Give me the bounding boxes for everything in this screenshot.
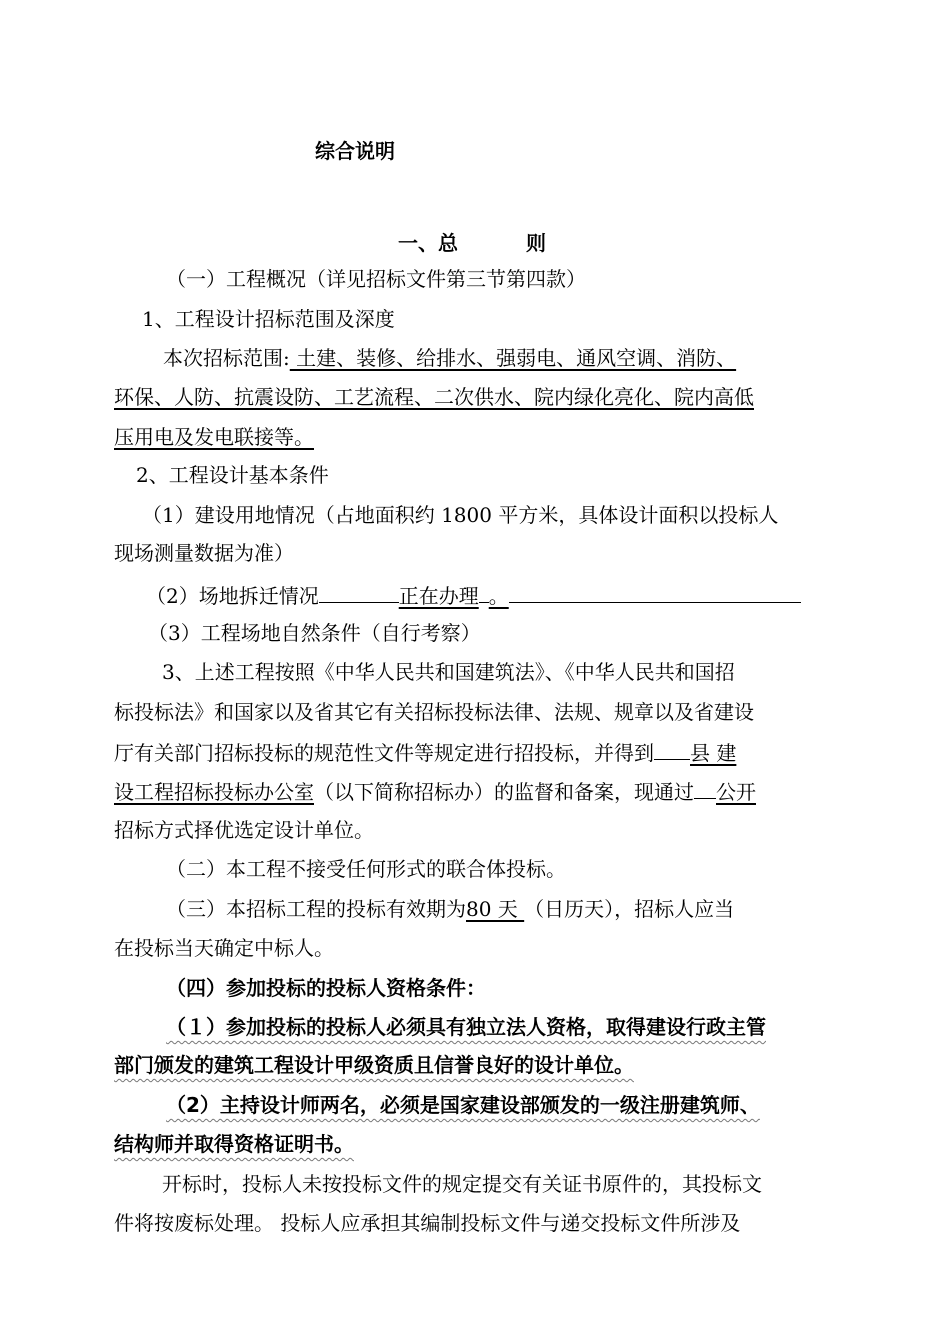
item2-heading: 2、工程设计基本条件 bbox=[136, 463, 329, 487]
item3-line-3-text: 厅有关部门招标投标的规范性文件等规定进行招投标，并得到 bbox=[114, 741, 654, 765]
item3-line-1: 3、上述工程按照《中华人民共和国建筑法》、《中华人民共和国招 bbox=[162, 660, 735, 684]
condition1-line-1: （1）建设用地情况（占地面积约 1800 平方米，具体设计面积以投标人 bbox=[142, 503, 779, 527]
item3-line-3 bbox=[114, 737, 736, 767]
closing-line-2: 件将按废标处理。 投标人应承担其编制投标文件与递交投标文件所涉及 bbox=[114, 1211, 741, 1235]
overview-line: （一）工程概况（详见招标文件第三节第四款） bbox=[166, 267, 586, 291]
scope-value-1: 土建、装修、给排水、强弱电、通风空调、消防、 bbox=[289, 346, 737, 370]
qualification2-line-2: 结构师并取得资格证明书。 bbox=[114, 1132, 354, 1156]
validity-text-b: （日历天），招标人应当 bbox=[524, 897, 735, 921]
qualification-heading: （四）参加投标的投标人资格条件： bbox=[166, 976, 486, 1000]
scope-label: 本次招标范围: bbox=[163, 346, 290, 370]
document-title: 综合说明 bbox=[315, 139, 395, 163]
condition2-label: （2）场地拆迁情况 bbox=[146, 584, 319, 608]
validity-line-2: 在投标当天确定中标人。 bbox=[114, 936, 334, 960]
closing-line-1: 开标时，投标人未按投标文件的规定提交有关证书原件的，其投标文 bbox=[162, 1172, 762, 1196]
scope-line-2: 环保、人防、抗震设防、工艺流程、二次供水、院内绿化亮化、院内高低 bbox=[114, 385, 754, 409]
bidding-method: 公开 bbox=[716, 780, 756, 804]
item3-line-4 bbox=[114, 776, 756, 806]
item3-line-5: 招标方式择优选定设计单位。 bbox=[114, 818, 374, 842]
section-heading-part2: 则 bbox=[526, 231, 546, 255]
section-heading-part1: 一、总 bbox=[398, 231, 458, 255]
bidding-office-name: 设工程招标投标办公室 bbox=[114, 780, 314, 804]
scope-line-1 bbox=[163, 344, 736, 372]
validity-period: 80 天 bbox=[466, 897, 525, 921]
joint-bid-line: （二）本工程不接受任何形式的联合体投标。 bbox=[166, 857, 566, 881]
county-blank: 县 建 bbox=[690, 741, 737, 765]
qualification1-line-1: （１）参加投标的投标人必须具有独立法人资格，取得建设行政主管 bbox=[166, 1015, 766, 1039]
item3-line-2: 标投标法》和国家以及省其它有关招标投标法律、法规、规章以及省建设 bbox=[114, 700, 754, 724]
condition2-end: 。 bbox=[488, 584, 509, 608]
qualification1-line-2: 部门颁发的建筑工程设计甲级资质且信誉良好的设计单位。 bbox=[114, 1053, 634, 1077]
condition2-value: 正在办理 bbox=[398, 584, 479, 608]
scope-line-3: 压用电及发电联接等。 bbox=[114, 425, 314, 449]
qualification2-line-1: （2）主持设计师两名，必须是国家建设部颁发的一级注册建筑师、 bbox=[166, 1093, 760, 1117]
condition3-line: （3）工程场地自然条件（自行考察） bbox=[148, 621, 481, 645]
item1-heading: 1、工程设计招标范围及深度 bbox=[142, 307, 395, 331]
validity-text-a: （三）本招标工程的投标有效期为 bbox=[166, 897, 466, 921]
condition1-line-2: 现场测量数据为准） bbox=[114, 541, 294, 565]
item3-line-4-text: （以下简称招标办）的监督和备案，现通过 bbox=[314, 780, 694, 804]
section-heading bbox=[398, 229, 546, 257]
validity-line-1 bbox=[166, 895, 734, 923]
condition2-line bbox=[146, 580, 801, 610]
